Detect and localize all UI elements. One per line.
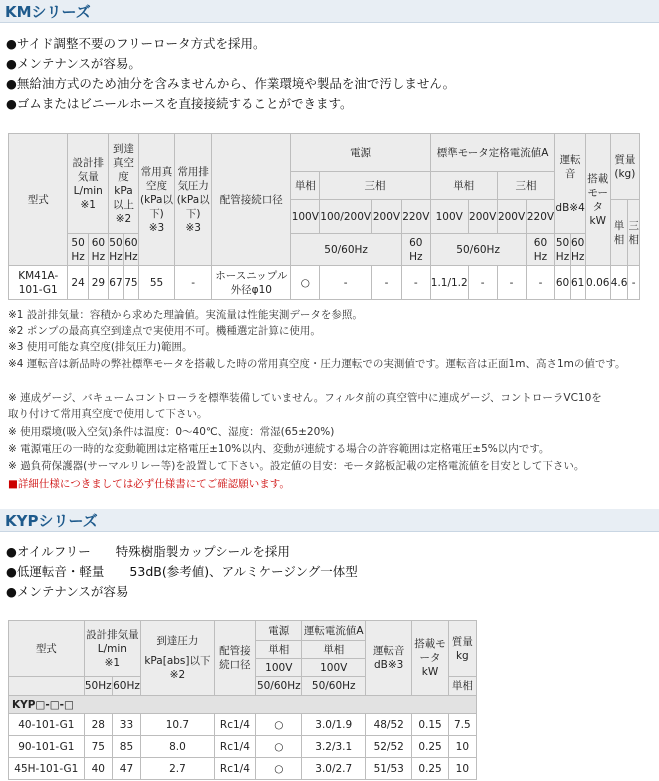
km-rated-v100: 100V (430, 200, 468, 234)
km-rated-cell: - (526, 266, 555, 300)
km-motor-cell: 0.06 (585, 266, 610, 300)
kyp-rated-header: 運転電流値A (302, 621, 366, 641)
kyp-model-cell: 45H-101-G1 (9, 758, 85, 780)
km-v100: 100V (291, 200, 320, 234)
kyp-flow50-cell: 40 (84, 758, 112, 780)
kyp-noise-header (366, 621, 412, 696)
kyp-weight-cell: 7.5 (448, 714, 476, 736)
km-flow-label: 設計排気量 (72, 156, 104, 183)
km-rated-cell: - (468, 266, 497, 300)
km-rated-hz60: 60 Hz (526, 234, 555, 266)
kyp-title: KYPシリーズ (5, 512, 98, 530)
km-vac-header (109, 134, 139, 234)
km-noise-label: 運転音 (559, 153, 581, 180)
kyp-vac-cell: 10.7 (141, 714, 215, 736)
km-type-header: 型式 (9, 134, 68, 266)
kyp-power-cell: ○ (256, 736, 302, 758)
kyp-motor-cell: 0.15 (412, 714, 448, 736)
km-title: KMシリーズ (5, 3, 91, 21)
km-power-cell: - (401, 266, 430, 300)
kyp-noise-cell: 51/53 (366, 758, 412, 780)
km-section-header (0, 0, 659, 23)
kyp-bullet: ●メンテナンスが容易 (6, 584, 129, 599)
kyp-power-header: 電源 (256, 621, 302, 641)
km-bullet: ●無給油方式のため油分を含みませんから、作業環境や製品を油で汚しません。 (6, 76, 456, 91)
kyp-weight-label: 質量 (451, 635, 473, 648)
km-note: ※3 使用可能な真空度(排気圧力)範囲。 (8, 341, 193, 353)
km-rated-three: 三相 (497, 172, 555, 200)
km-power-cell: - (320, 266, 372, 300)
km-flow-hz50: 50 Hz (68, 234, 88, 266)
kyp-motor-unit: kW (421, 666, 439, 678)
km-rated-cell: - (497, 266, 526, 300)
km-weight-single: 単相 (610, 200, 628, 266)
km-normal-vac-cell: 55 (138, 266, 174, 300)
km-rated-v200: 200V (468, 200, 497, 234)
km-flow60-cell: 29 (88, 266, 108, 300)
kyp-pipe-cell: Rc1/4 (214, 736, 255, 758)
kyp-power-cell: ○ (256, 714, 302, 736)
km-vac50-cell: 67 (109, 266, 124, 300)
km-power-cell: ○ (291, 266, 320, 300)
kyp-bullet: ●低運転音・軽量 53dB(参考値)、アルミケージング一体型 (6, 564, 358, 579)
kyp-flow-header (84, 621, 140, 677)
kyp-noise-label: 運転音 (372, 645, 405, 657)
kyp-motor-cell: 0.25 (412, 736, 448, 758)
km-rated-cell: 1.1/1.2 (430, 266, 468, 300)
kyp-bullet: ●オイルフリー 特殊樹脂製カップシールを採用 (6, 544, 290, 559)
km-spec-table (8, 133, 640, 300)
kyp-pipe-header: 配管接続口径 (214, 621, 255, 696)
km-noise60-cell: 61 (570, 266, 585, 300)
km-normal-vac-label: 常用真空度(kPa以下) (140, 165, 173, 220)
kyp-rated-v100: 100V (302, 659, 366, 677)
km-vac-label: 到達真空度 (112, 142, 134, 183)
table-row (9, 758, 477, 780)
km-note: ※ 電源電圧の一時的な変動範囲は定格電圧±10%以内、変動が連続する場合の許容範囲は定格電圧±5%以内です。 (8, 443, 550, 455)
km-power-hz5060: 50/60Hz (291, 234, 402, 266)
km-power-hz60: 60 Hz (401, 234, 430, 266)
kyp-motor-label: 搭載モータ (414, 638, 446, 664)
km-note: ※1 設計排気量：容積から求めた理論値。実流量は性能実測データを参照。 (8, 309, 363, 321)
km-noise-hz50: 50 Hz (555, 234, 570, 266)
kyp-motor-cell: 0.25 (412, 758, 448, 780)
km-normal-exh-cell: - (175, 266, 212, 300)
kyp-weight-header (448, 621, 476, 677)
km-bullet: ●ゴムまたはビニールホースを直接接続することができます。 (6, 96, 353, 111)
km-rated-v220: 220V (526, 200, 555, 234)
km-power-cell: - (372, 266, 402, 300)
km-motor-label: 搭載モータ (587, 172, 609, 213)
km-note: ※ 連成ゲージ、バキュームコントローラを標準装備していません。フィルタ前の真空管中に連成ゲージ、コントローラVC10を (8, 392, 602, 404)
kyp-weight-single: 単相 (448, 677, 476, 696)
kyp-vac-label: 到達圧力 (156, 635, 199, 647)
km-normal-vac-header (138, 134, 174, 266)
kyp-current-cell: 3.0/2.7 (302, 758, 366, 780)
km-rated-hz5060: 50/60Hz (430, 234, 526, 266)
km-noise50-cell: 60 (555, 266, 570, 300)
km-single-phase: 単相 (291, 172, 320, 200)
km-vac60-cell: 75 (123, 266, 138, 300)
km-normal-vac-note: ※3 (148, 221, 165, 234)
km-rated-v200b: 200V (497, 200, 526, 234)
km-pipe-header: 配管接続口径 (212, 134, 291, 266)
table-row (9, 736, 477, 758)
kyp-flow-hz50: 50Hz (84, 677, 112, 696)
kyp-noise-cell: 48/52 (366, 714, 412, 736)
km-weight-three-cell: - (628, 266, 640, 300)
km-v220: 220V (401, 200, 430, 234)
kyp-model-cell: 90-101-G1 (9, 736, 85, 758)
kyp-type-blank (9, 677, 85, 696)
km-warning: ■詳細仕様につきましては必ず仕様書にてご確認願います。 (8, 478, 290, 490)
km-noise-hz60: 60 Hz (570, 234, 585, 266)
kyp-current-cell: 3.0/1.9 (302, 714, 366, 736)
kyp-power-v100: 100V (256, 659, 302, 677)
km-model-cell: KM41A-101-G1 (9, 266, 68, 300)
kyp-noise-unit: dB※3 (374, 659, 404, 671)
kyp-flow60-cell: 33 (112, 714, 140, 736)
km-normal-exh-label: 常用排気圧力(kPa以下) (176, 165, 210, 220)
km-noise-header (555, 134, 585, 234)
km-noise-unit: dB※4 (555, 201, 585, 214)
kyp-spec-table (8, 620, 477, 780)
km-note: ※ 使用環境(吸入空気)条件は温度：0～40℃、湿度：常湿(65±20%) (8, 426, 335, 438)
kyp-flow-note: ※1 (104, 656, 121, 669)
km-motor-unit: kW (589, 214, 606, 227)
km-rated-header: 標準モータ定格電流値A (430, 134, 555, 172)
km-motor-header (585, 134, 610, 266)
kyp-power-cell: ○ (256, 758, 302, 780)
km-bullet: ●サイド調整不要のフリーロータ方式を採用。 (6, 36, 266, 51)
km-flow-header (68, 134, 109, 234)
kyp-vac-header (141, 621, 215, 696)
kyp-weight-cell: 10 (448, 758, 476, 780)
km-vac-note: ※2 (115, 212, 132, 225)
kyp-power-hz5060: 50/60Hz (256, 677, 302, 696)
kyp-type-header: 型式 (9, 621, 85, 677)
km-vac-unit: kPa以上 (112, 184, 134, 211)
km-weight-three: 三相 (628, 200, 640, 266)
kyp-noise-cell: 52/52 (366, 736, 412, 758)
km-flow-note: ※1 (80, 198, 96, 211)
km-note: ※2 ポンプの最高真空到達点で実使用不可。機種選定計算に使用。 (8, 325, 321, 337)
km-rated-single: 単相 (430, 172, 497, 200)
km-flow50-cell: 24 (68, 266, 88, 300)
kyp-flow-hz60: 60Hz (112, 677, 140, 696)
table-row (9, 714, 477, 736)
km-weight-single-cell: 4.6 (610, 266, 628, 300)
kyp-flow-unit: L/min (97, 642, 127, 655)
km-normal-exh-note: ※3 (185, 221, 201, 234)
kyp-rated-hz5060: 50/60Hz (302, 677, 366, 696)
kyp-pipe-cell: Rc1/4 (214, 758, 255, 780)
km-note: 取り付けて常用真空度で使用して下さい。 (8, 408, 208, 420)
kyp-weight-unit: kg (455, 649, 469, 662)
kyp-current-cell: 3.2/3.1 (302, 736, 366, 758)
km-vac-hz50: 50 Hz (109, 234, 124, 266)
kyp-pipe-cell: Rc1/4 (214, 714, 255, 736)
km-v200: 200V (372, 200, 402, 234)
kyp-weight-cell: 10 (448, 736, 476, 758)
km-pipe-cell: ホースニップル外径φ10 (212, 266, 291, 300)
km-bullet: ●メンテナンスが容易。 (6, 56, 141, 71)
kyp-vac-cell: 8.0 (141, 736, 215, 758)
kyp-group-label: KYP□-□-□ (9, 696, 477, 714)
kyp-section-header (0, 509, 659, 532)
kyp-model-cell: 40-101-G1 (9, 714, 85, 736)
km-normal-exh-header (175, 134, 212, 266)
kyp-vac-unit: kPa[abs]以下 (144, 655, 211, 667)
kyp-rated-single: 単相 (302, 641, 366, 659)
km-note: ※4 運転音は新品時の弊社標準モータを搭載した時の常用真空度・圧力運転での実測値です。運転音は正面1m、高さ1mの値です。 (8, 358, 626, 370)
km-note: ※ 過負荷保護器(サーマルリレー等)を設置して下さい。設定値の目安：モータ銘板記載の定格電流値を目安として下さい。 (8, 460, 585, 472)
table-row (9, 266, 640, 300)
kyp-flow50-cell: 28 (84, 714, 112, 736)
km-vac-hz60: 60 Hz (123, 234, 138, 266)
kyp-flow60-cell: 47 (112, 758, 140, 780)
kyp-flow50-cell: 75 (84, 736, 112, 758)
kyp-flow60-cell: 85 (112, 736, 140, 758)
km-weight-header: 質量(kg) (610, 134, 639, 200)
kyp-vac-note: ※2 (169, 669, 186, 681)
km-flow-unit: L/min (73, 184, 103, 197)
km-power-header: 電源 (291, 134, 430, 172)
kyp-motor-header (412, 621, 448, 696)
km-flow-hz60: 60 Hz (88, 234, 108, 266)
kyp-power-single: 単相 (256, 641, 302, 659)
km-three-phase: 三相 (320, 172, 431, 200)
kyp-vac-cell: 2.7 (141, 758, 215, 780)
kyp-flow-label: 設計排気量 (86, 628, 139, 641)
km-v100-200: 100/200V (320, 200, 372, 234)
